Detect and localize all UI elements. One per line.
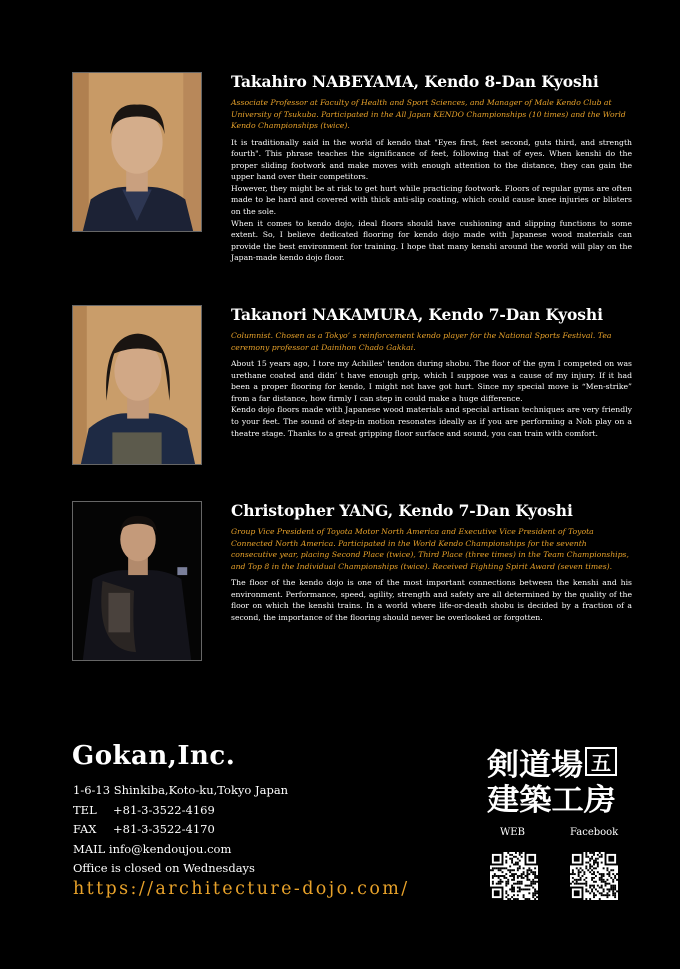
fax-label: FAX (73, 822, 97, 836)
tel-number[interactable]: +81-3-3522-4169 (113, 802, 215, 817)
company-name: Gokan,Inc. (72, 741, 236, 771)
website-link[interactable]: https://architecture-dojo.com/ (73, 879, 410, 899)
profile-statement (231, 577, 632, 623)
profile-role: Columnist. Chosen as a Tokyo’ s reinforcement kendo player for the National Sports Festival. Tea ceremony professor at Dainihon Chado Gakkai. (231, 331, 612, 352)
office-hours: Office is closed on Wednesdays (73, 861, 255, 875)
profile-statement (231, 358, 632, 439)
logo-line-2: 建築工房 (487, 783, 616, 814)
web-qr-label: WEB (500, 827, 525, 838)
statement-paragraph: Kendo dojo floors made with Japanese wood materials and special artisan techniques are very friendly to your feet. The sound of step-in motion resonates ideally as if you are performing a Noh play on a theatre stage. Thanks to a great gripping floor surface and sound, you can train with comfort. (231, 405, 632, 438)
statement-paragraph: However, they might be at risk to get hurt while practicing footwork. Floors of regular gyms are often made to be hard and covered with thick anti-slip coating, which could cause knee injuries or blisters on the sole. (231, 183, 632, 217)
portrait-yang (72, 501, 202, 661)
statement-paragraph: About 15 years ago, I tore my Achilles' tendon during shobu. The floor of the gym I competed on was urethane coated and didn’ t have enough grip, which I suppose was a cause of my injury. If it had been a proper flooring for kendo, I might not have got hurt. Since my special move is “Men-strike” from a far distance, how firmly I can step in could make a huge difference. (231, 359, 632, 403)
mail-label: MAIL (73, 841, 106, 856)
web-qr-code[interactable] (490, 852, 538, 900)
contact-info (73, 781, 288, 879)
facebook-qr-label: Facebook (570, 827, 619, 838)
tel-row (73, 801, 288, 821)
profile-role: Associate Professor at Faculty of Health and Sport Sciences, and Manager of Male Kendo Club at University of Tsukuba. Participated in the All Japan KENDO Championships (10 times) and the World Kendo Championships (twice). (231, 98, 626, 130)
portrait-nabeyama (72, 72, 202, 232)
portrait-nakamura (72, 305, 202, 465)
company-logo (485, 744, 618, 814)
tel-label: TEL (73, 802, 97, 817)
logo-line-1: 剣道場 (487, 748, 583, 783)
profile-statement (231, 137, 632, 265)
profile-name: Takahiro NABEYAMA, Kendo 8-Dan Kyoshi (231, 72, 599, 91)
profile-name: Takanori NAKAMURA, Kendo 7-Dan Kyoshi (231, 305, 603, 324)
fax-number: +81-3-3522-4170 (113, 822, 215, 836)
facebook-qr-code[interactable] (570, 852, 618, 900)
fax-row (73, 820, 288, 840)
profile-role: Group Vice President of Toyota Motor North America and Executive Vice President of Toyota Connected North America. Participated in the World Kendo Championships for the seventh consecutive year, placing Second Place (twice), Third Place (three times) in the Team Championships, and Top 8 in the Individual Championships (twice). Received Fighting Spirit Award (seven times). (231, 527, 629, 571)
statement-paragraph: It is traditionally said in the world of kendo that "Eyes first, feet second, guts third, and strength fourth". This phrase teaches the significance of feet, following that of eyes. When kenshi do the proper sliding footwork and make moves with enough attention to the distance, they can gain the upper hand over their competitors. (231, 137, 632, 182)
statement-paragraph: The floor of the kendo dojo is one of the most important connections between the kenshi and his environment. Performance, speed, agility, strength and safety are all determined by the quality of the floor on which the kenshi trains. In a world where life-or-death shobu is decided by a fraction of a second, the importance of the flooring should never be overlooked or forgotten. (231, 578, 632, 622)
mail-row (73, 840, 288, 860)
address: 1-6-13 Shinkiba,Koto-ku,Tokyo Japan (73, 783, 289, 797)
profile-name: Christopher YANG, Kendo 7-Dan Kyoshi (231, 501, 573, 520)
logo-mark: 五 (591, 751, 611, 775)
mail-address[interactable]: info@kendoujou.com (108, 841, 232, 856)
statement-paragraph: When it comes to kendo dojo, ideal floors should have cushioning and slipping functions to some extent. So, I believe dedicated flooring for kendo dojo made with Japanese wood materials can provide the best environment for training. I hope that many kenshi around the world will play on the Japan-made kendo dojo floor. (231, 218, 632, 263)
